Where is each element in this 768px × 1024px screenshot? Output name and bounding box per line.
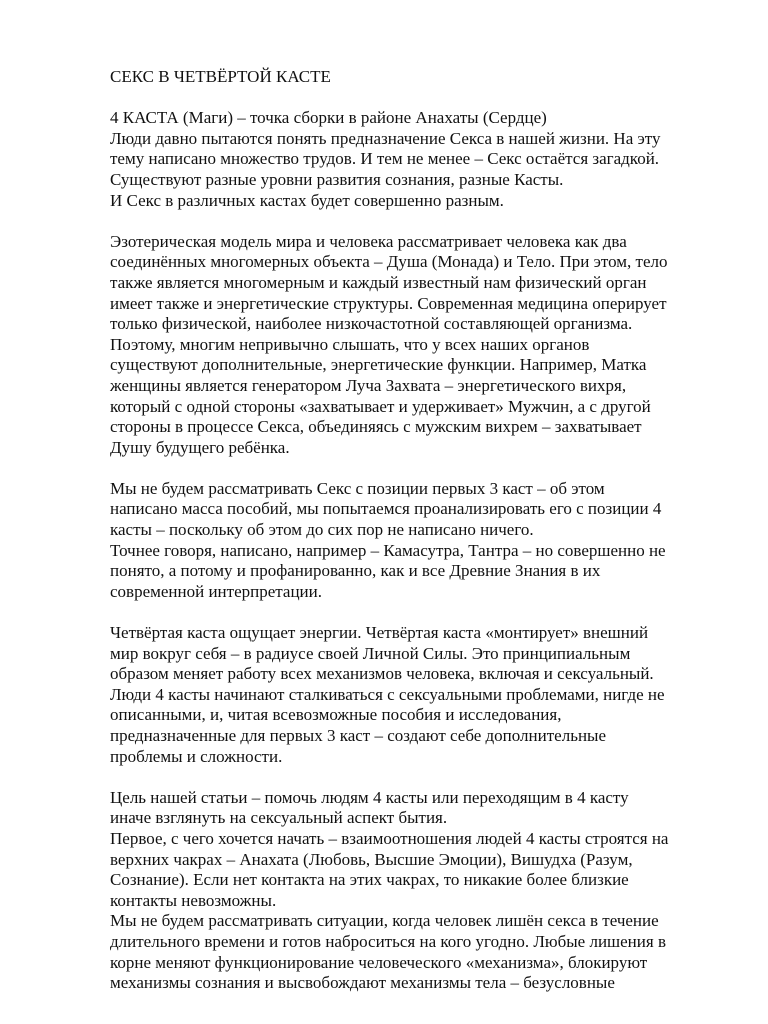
text-line: соединённых многомерных объекта – Душа (Монада) и Тело. При этом, тело bbox=[110, 252, 668, 272]
text-line: Мы не будем рассматривать ситуации, когда человек лишён секса в течение bbox=[110, 911, 659, 931]
document-body bbox=[110, 67, 730, 994]
text-line: Точнее говоря, написано, например – Камасутра, Тантра – но совершенно не bbox=[110, 540, 666, 560]
text-line: корне меняют функционирование человеческого «механизма», блокируют bbox=[110, 952, 648, 972]
text-line: иначе взглянуть на сексуальный аспект бытия. bbox=[110, 808, 448, 828]
text-line: Люди 4 касты начинают сталкиваться с сексуальными проблемами, нигде не bbox=[110, 684, 665, 704]
text-line: Мы не будем рассматривать Секс с позиции первых 3 каст – об этом bbox=[110, 478, 605, 498]
paragraph-gap bbox=[110, 602, 730, 623]
text-line: также является многомерным и каждый известный нам физический орган bbox=[110, 272, 647, 292]
text-line: контакты невозможны. bbox=[110, 890, 277, 910]
text-line: Цель нашей статьи – помочь людям 4 касты или переходящим в 4 касту bbox=[110, 787, 629, 807]
text-line: Четвёртая каста ощущает энергии. Четвёртая каста «монтирует» внешний bbox=[110, 623, 649, 643]
paragraph-gap bbox=[110, 211, 730, 232]
text-line: мир вокруг себя – в радиусе своей Личной Силы. Это принципиальным bbox=[110, 643, 631, 663]
text-line: только физической, наиболее низкочастотной составляющей организма. bbox=[110, 314, 633, 334]
text-line: тему написано множество трудов. И тем не менее – Секс остаётся загадкой. bbox=[110, 149, 660, 169]
text-line: И Секс в различных кастах будет совершенно разным. bbox=[110, 190, 504, 210]
text-line: Поэтому, многим непривычно слышать, что у всех наших органов bbox=[110, 334, 590, 354]
text-line: проблемы и сложности. bbox=[110, 746, 283, 766]
text-line: механизмы сознания и высвобождают механизмы тела – безусловные bbox=[110, 973, 615, 993]
text-line: касты – поскольку об этом до сих пор не написано ничего. bbox=[110, 520, 534, 540]
text-line: описанными, и, читая всевозможные пособия и исследования, bbox=[110, 705, 562, 725]
text-line: Первое, с чего хочется начать – взаимоотношения людей 4 касты строятся на bbox=[110, 828, 669, 848]
text-line: Люди давно пытаются понять предназначение Секса в нашей жизни. На эту bbox=[110, 128, 661, 148]
text-line: верхних чакрах – Анахата (Любовь, Высшие Эмоции), Вишудха (Разум, bbox=[110, 849, 633, 869]
text-line: существуют дополнительные, энергетические функции. Например, Матка bbox=[110, 355, 647, 375]
text-line: женщины является генератором Луча Захвата – энергетического вихря, bbox=[110, 375, 627, 395]
paragraph-gap bbox=[110, 767, 730, 788]
text-line: Сознание). Если нет контакта на этих чакрах, то никакие более близкие bbox=[110, 870, 629, 890]
text-line: Эзотерическая модель мира и человека рассматривает человека как два bbox=[110, 231, 627, 251]
text-line: понято, а потому и профанированно, как и все Древние Знания в их bbox=[110, 561, 601, 581]
text-line: написано масса пособий, мы попытаемся проанализировать его с позиции 4 bbox=[110, 499, 662, 519]
text-line: современной интерпретации. bbox=[110, 581, 323, 601]
text-line: предназначенные для первых 3 каст – создают себе дополнительные bbox=[110, 726, 607, 745]
document-title: СЕКС В ЧЕТВЁРТОЙ КАСТЕ bbox=[110, 67, 331, 86]
text-line: имеет также и энергетические структуры. Современная медицина оперирует bbox=[110, 293, 667, 313]
text-line: Существуют разные уровни развития сознания, разные Касты. bbox=[110, 169, 564, 189]
text-line: длительного времени и готов наброситься на кого угодно. Любые лишения в bbox=[110, 931, 666, 951]
text-line: стороны в процессе Секса, объединяясь с мужским вихрем – захватывает bbox=[110, 417, 642, 437]
paragraph-gap bbox=[110, 458, 730, 479]
text-line: Душу будущего ребёнка. bbox=[110, 437, 290, 457]
paragraph-gap bbox=[110, 88, 730, 109]
text-line: образом меняет работу всех механизмов человека, включая и сексуальный. bbox=[110, 664, 654, 684]
text-line: который с одной стороны «захватывает и удерживает» Мужчин, а с другой bbox=[110, 396, 651, 416]
text-line: 4 КАСТА (Маги) – точка сборки в районе Анахаты (Сердце) bbox=[110, 108, 547, 128]
